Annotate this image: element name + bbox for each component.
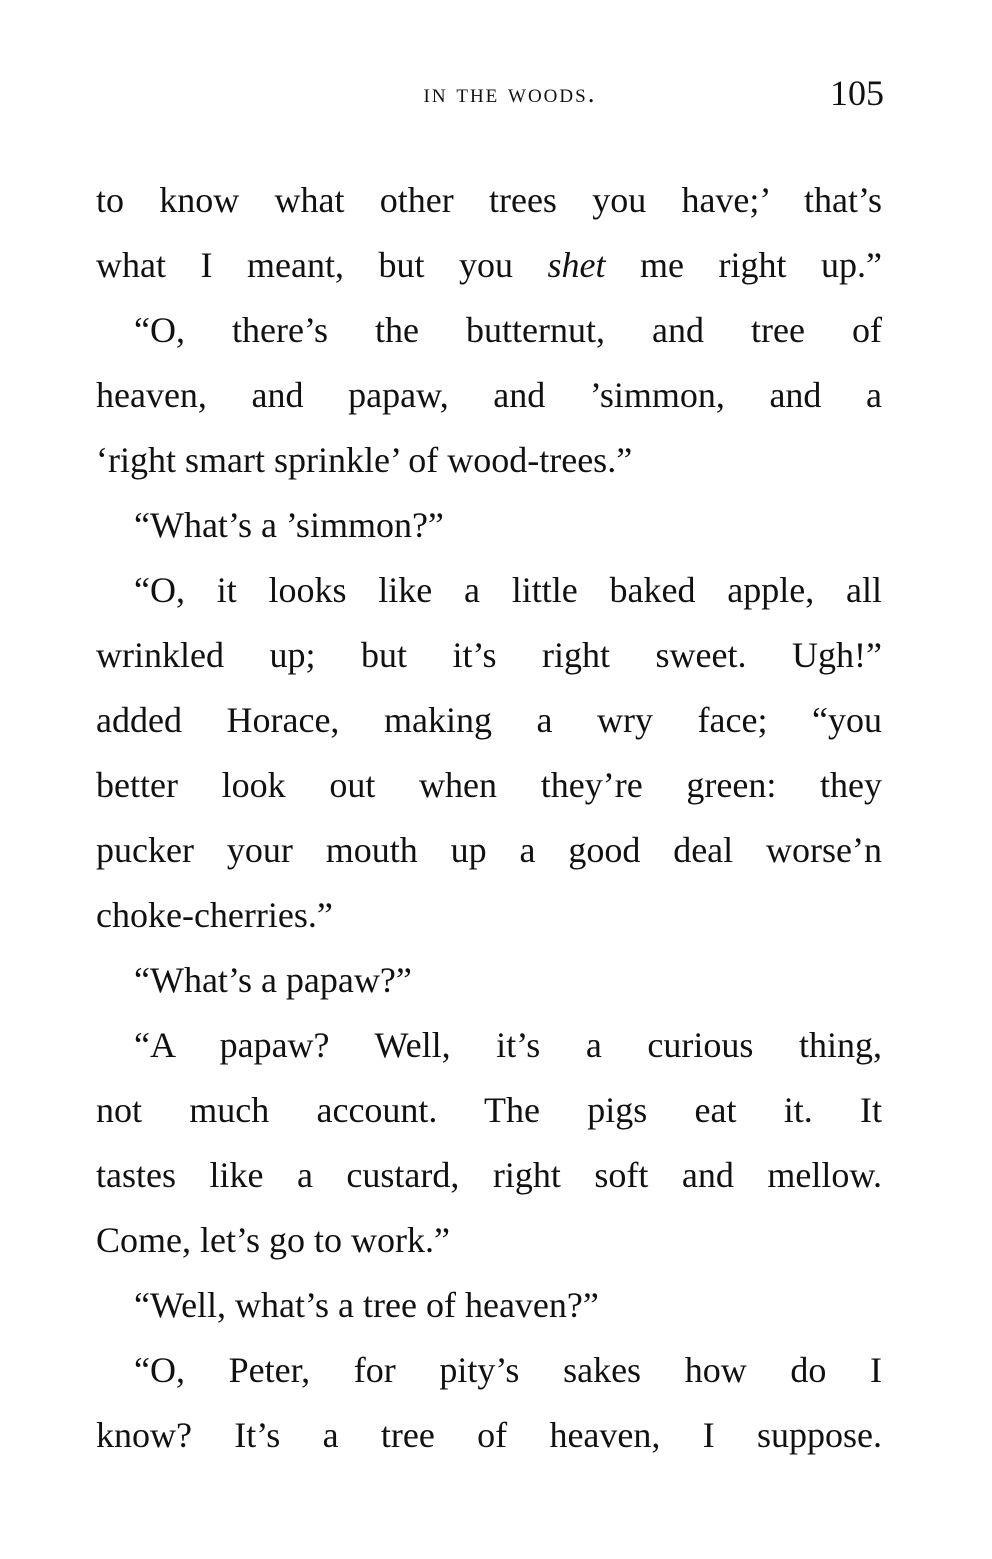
line-text: added Horace, making a wry face; “you: [96, 700, 882, 740]
text-line: [96, 1208, 882, 1273]
text-line: [96, 298, 882, 363]
text-line: [96, 233, 882, 298]
text-line: [96, 428, 882, 493]
text-line: [96, 883, 882, 948]
line-text: to know what other trees you have;’ that’s: [96, 180, 882, 220]
line-text: wrinkled up; but it’s right sweet. Ugh!”: [96, 635, 882, 675]
text-line: [96, 1403, 882, 1468]
text-line: [96, 688, 882, 753]
text-line: [96, 623, 882, 688]
line-text: better look out when they’re green: they: [96, 765, 882, 805]
text-line: [96, 168, 882, 233]
running-head: [96, 72, 884, 122]
page-number: 105: [830, 73, 884, 113]
line-text: “Well, what’s a tree of heaven?”: [134, 1285, 599, 1325]
line-text: pucker your mouth up a good deal worse’n: [96, 830, 882, 870]
text-line: [96, 558, 882, 623]
line-text: tastes like a custard, right soft and mellow.: [96, 1155, 882, 1195]
text-line: [96, 1273, 882, 1338]
text-line: [96, 1013, 882, 1078]
text-line: [96, 493, 882, 558]
line-text: “O, it looks like a little baked apple, all: [134, 570, 882, 610]
text-line: [96, 1078, 882, 1143]
line-text: “O, there’s the butternut, and tree of: [134, 310, 882, 350]
line-text: know? It’s a tree of heaven, I suppose.: [96, 1415, 882, 1455]
text-line: [96, 363, 882, 428]
line-text: ‘right smart sprinkle’ of wood-trees.”: [96, 440, 633, 480]
line-text: not much account. The pigs eat it. It: [96, 1090, 882, 1130]
text-line: [96, 818, 882, 883]
line-text: choke-cherries.”: [96, 895, 333, 935]
line-text: heaven, and papaw, and ’simmon, and a: [96, 375, 882, 415]
dialect-word: shet: [547, 245, 606, 285]
line-text: “What’s a papaw?”: [134, 960, 412, 1000]
text-line: [96, 1338, 882, 1403]
line-text: “O, Peter, for pity’s sakes how do I: [134, 1350, 882, 1390]
text-line: [96, 948, 882, 1013]
line-text: me right up.”: [605, 245, 882, 285]
line-text: Come, let’s go to work.”: [96, 1220, 450, 1260]
line-text: “A papaw? Well, it’s a curious thing,: [134, 1025, 882, 1065]
line-text: what I meant, but you: [96, 245, 548, 285]
running-title: in the woods.: [423, 78, 597, 108]
text-line: [96, 1143, 882, 1208]
text-line: [96, 753, 882, 818]
line-text: “What’s a ’simmon?”: [134, 505, 444, 545]
body-text: [96, 168, 882, 1468]
